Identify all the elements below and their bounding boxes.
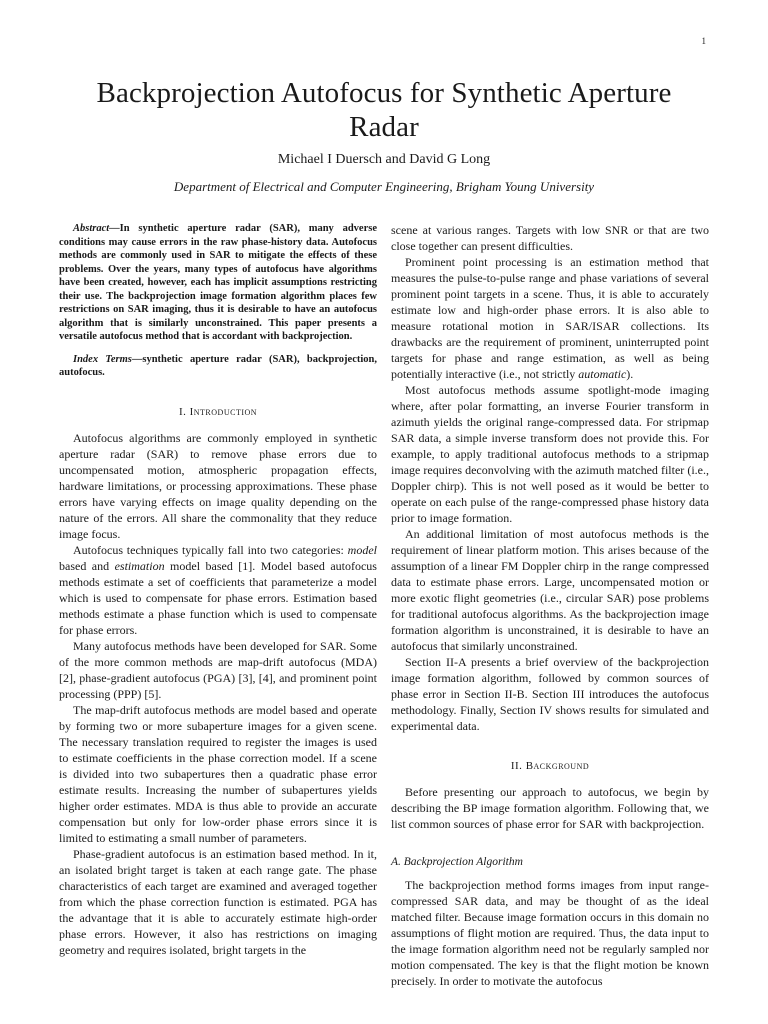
section-heading-introduction bbox=[59, 406, 377, 418]
background-paragraph-1: Before presenting our approach to autofocus, we begin by describing the BP image formation algorithm. Following that, we list common sources of phase error for SAR with backprojection. bbox=[391, 785, 709, 831]
intro-paragraph-3: Many autofocus methods have been developed for SAR. Some of the more common methods are map-drift autofocus (MDA) [2], phase-gradient autofocus (PGA) [3], [4], and prominent point processing (PPP) [5]. bbox=[59, 638, 377, 701]
subsection-heading-backprojection: A. Backprojection Algorithm bbox=[391, 856, 523, 868]
abstract bbox=[59, 222, 377, 344]
p7-text-a: Prominent point processing is an estimation method that measures the pulse-to-pulse range and phase variations of several prominent point targets in a scene. Thus, it is able to accurately estimate low and high-order phase errors. It is also able to measure rotational motion in SAR/ISAR collections. Its drawbacks are the requirement of prominent, uninterrupted point targets for phase and range estimation, as well as being potentially interactive (i.e., not strictly bbox=[391, 255, 709, 381]
p2-text-a: Autofocus techniques typically fall into two categories: bbox=[73, 542, 348, 557]
intro-paragraph-9: Section II-A presents a brief overview of the backprojection image formation algorithm, followed by common sources of phase error in Section II-B. Section III introduces the autofocus methodology. Finally, Section IV shows results for simulated and experimental data. bbox=[391, 655, 709, 733]
index-terms bbox=[59, 353, 377, 380]
index-terms-text: —synthetic aperture radar (SAR), backprojection, autofocus. bbox=[59, 353, 377, 378]
paper-title bbox=[40, 76, 728, 144]
right-column bbox=[391, 222, 709, 989]
p7-automatic-italic: automatic bbox=[578, 367, 627, 381]
section-title: Background bbox=[525, 760, 590, 772]
abstract-lead: Abstract bbox=[73, 223, 110, 234]
authors: Michael I Duersch and David G Long bbox=[277, 152, 491, 167]
title-line-2: Radar bbox=[349, 111, 419, 143]
intro-paragraph-5-continued: scene at various ranges. Targets with low SNR or that are two close together can present difficulties. bbox=[391, 223, 709, 253]
section-number: II. bbox=[510, 760, 523, 772]
left-column bbox=[59, 222, 377, 958]
p2-text-c: model based [1]. Model based autofocus methods estimate a set of coefficients that parameterize a model which is used to compensate for phase errors. Estimation based methods estimate a phase function which is used to compensate for phase errors. bbox=[59, 558, 377, 637]
affiliation: Department of Electrical and Computer Engineering, Brigham Young University bbox=[173, 179, 595, 194]
intro-paragraph-5: Phase-gradient autofocus is an estimation based method. In it, an isolated bright target is taken at each range gate. The phase characteristics of each target are examined and averaged together from which the phase correction function is estimated. PGA has the advantage that it is able to accurately estimate high-order phase errors. However, it also has restrictions on imaging geometry and requires isolated, bright targets in the bbox=[59, 846, 377, 957]
intro-paragraph-8: An additional limitation of most autofocus methods is the requirement of linear platform motion. This arises because of the assumption of a linear FM Doppler chirp in the range compressed data to estimate phase errors. Large, uncompensated motion or more exotic flight geometries (i.e., circular SAR) pose problems for traditional autofocus algorithms. As the backprojection image formation algorithm is unconstrained, it is desirable to have an autofocus that similarly unconstrained. bbox=[391, 527, 709, 653]
title-line-1: Backprojection Autofocus for Synthetic Aperture bbox=[96, 77, 672, 109]
intro-paragraph-4: The map-drift autofocus methods are model based and operate by forming two or more subaperture images for a given scene. The necessary translation required to register the images is used to estimate coefficients in the phase correction model. If a scene is divided into two subapertures then a quadratic phase error estimate results. Increasing the number of subapertures yields higher order estimates. MDA is thus able to provide an accurate compensation but only for low-order phase errors since it is limited to estimating a small number of parameters. bbox=[59, 702, 377, 845]
p2-text-b: based and bbox=[59, 558, 115, 573]
intro-paragraph-7: Most autofocus methods assume spotlight-mode imaging where, after polar formatting, an inverse Fourier transform in azimuth yields the original range-compressed data. For stripmap SAR data, a simple inverse transform does not provide this. For example, to apply traditional autofocus methods to a stripmap image requires deconvolving with the azimuth matched filter (i.e., Doppler chirp). This is not well posed as it would be better to operate on each pulse of the range-compressed phase history data prior to image formation. bbox=[391, 383, 709, 525]
index-terms-lead: Index Terms bbox=[73, 353, 132, 365]
section-title: Introduction bbox=[189, 405, 258, 418]
p7-text-b: ). bbox=[626, 367, 634, 381]
abstract-text: —In synthetic aperture radar (SAR), many adverse conditions may cause errors in the raw phase-history data. Autofocus methods are commonly used in SAR to mitigate the effects of these problems. Over the years, many types of autofocus have algorithms have been created, however, each has implicit assumptions restricting their use. The backprojection image formation algorithm places few restrictions on SAR imaging, thus it is desirable to have an autofocus algorithm that is similarly unconstrained. This paper presents a versatile autofocus method that is accordant with backprojection. bbox=[59, 223, 377, 342]
p2-model-italic: model bbox=[347, 542, 377, 557]
section-heading-background bbox=[391, 760, 709, 772]
intro-paragraph-6 bbox=[391, 254, 709, 382]
page-number: 1 bbox=[701, 36, 706, 46]
intro-paragraph-1: Autofocus algorithms are commonly employed in synthetic aperture radar (SAR) to remove phase errors due to uncompensated motion, atmospheric propagation effects, hardware limitations, or processing approximations. These phase errors have varying effects on image quality depending on the nature of the errors. All share the commonality that they reduce image focus. bbox=[59, 430, 377, 541]
intro-paragraph-2 bbox=[59, 542, 377, 638]
background-paragraph-2: The backprojection method forms images from input range-compressed SAR data, and may be thought of as the ideal matched filter. Because image formation occurs in this domain no assumptions of flight motion are required. Thus, the data input to the image formation algorithm need not be regularly sampled nor motion compensated. The key is that the flight motion be known precisely. In order to motivate the autofocus bbox=[391, 878, 709, 988]
section-number: I. bbox=[178, 405, 187, 418]
p2-estimation-italic: estimation bbox=[114, 558, 165, 573]
